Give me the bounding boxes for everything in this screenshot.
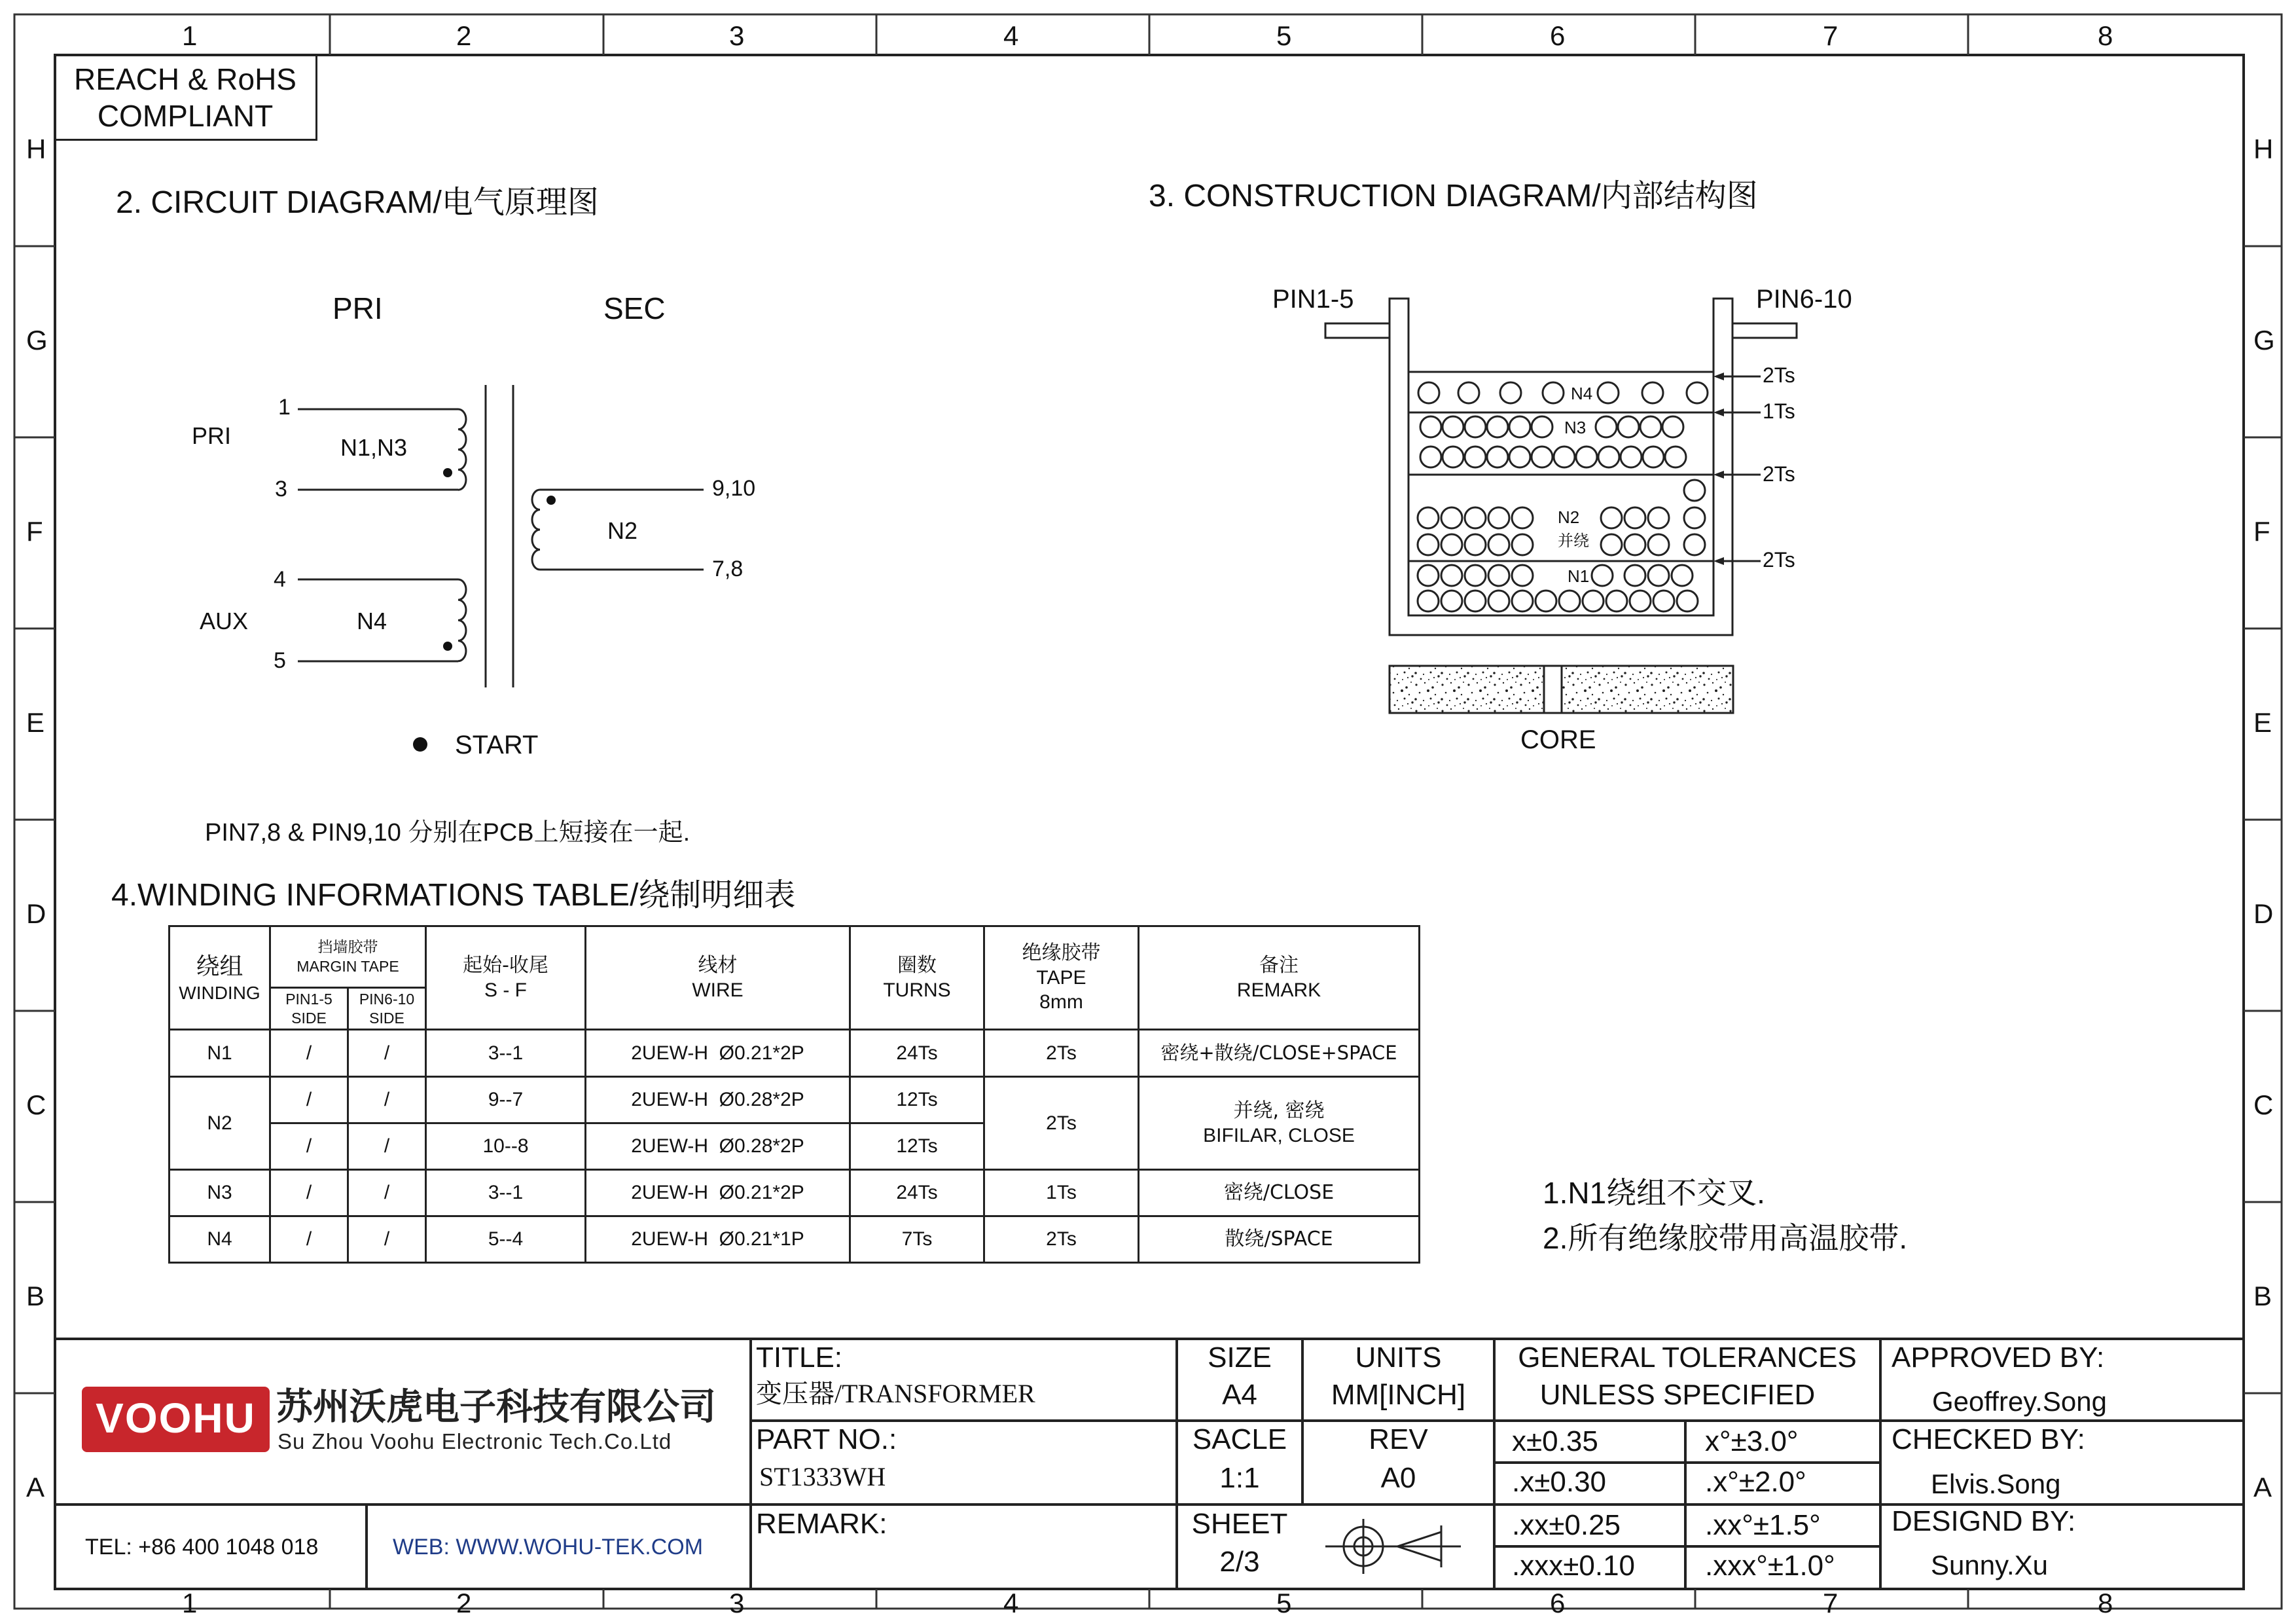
- cell-wire: 2UEW-H Ø0.28*2P: [586, 1077, 850, 1123]
- layer-n4-label: N4: [1571, 384, 1593, 403]
- part-no-label: PART NO.:: [756, 1423, 897, 1455]
- cell-pin610: /: [348, 1077, 426, 1123]
- cell-winding: N3: [170, 1170, 270, 1216]
- cell-remark: 密绕+散绕/CLOSE+SPACE: [1139, 1030, 1420, 1077]
- row-label-h-right: H: [2253, 134, 2274, 164]
- part-no-value: ST1333WH: [759, 1462, 886, 1491]
- row-label-b-right: B: [2253, 1281, 2272, 1311]
- tolerance-linear-0: x±0.35: [1512, 1425, 1598, 1457]
- winding-n2-label: N2: [607, 517, 638, 544]
- header-pin610-b: SIDE: [369, 1009, 404, 1027]
- row-label-e-right: E: [2253, 707, 2272, 738]
- column-label-5: 5: [1276, 20, 1292, 51]
- cell-remark: 密绕/CLOSE: [1139, 1170, 1420, 1216]
- cell-winding: N1: [170, 1030, 270, 1077]
- designed-by-value: Sunny.Xu: [1931, 1550, 2049, 1580]
- row-label-g-right: G: [2253, 325, 2275, 356]
- title-label: TITLE:: [756, 1341, 843, 1374]
- pin-1-label: 1: [278, 395, 291, 420]
- layer-n3-label: N3: [1564, 418, 1587, 437]
- pri-label: PRI: [192, 422, 232, 449]
- header-margin-cn: 挡墙胶带: [317, 938, 378, 956]
- row-label-c-right: C: [2253, 1089, 2274, 1120]
- row-label-d: D: [26, 898, 46, 929]
- cell-sf: 3--1: [426, 1170, 586, 1216]
- units-label: UNITS: [1355, 1341, 1442, 1374]
- tolerance-linear-2: .xx±0.25: [1512, 1509, 1621, 1541]
- row-label-f-right: F: [2253, 516, 2270, 547]
- row-label-a: A: [26, 1472, 45, 1503]
- tolerance-linear-3: .xxx±0.10: [1512, 1550, 1636, 1582]
- header-pin15-b: SIDE: [291, 1009, 327, 1027]
- telephone: TEL: +86 400 1048 018: [85, 1535, 319, 1559]
- checked-by-value: Elvis.Song: [1931, 1468, 2061, 1499]
- tape-label-1: 2Ts: [1763, 363, 1795, 387]
- row-label-b: B: [26, 1281, 45, 1311]
- pri-header: PRI: [332, 291, 383, 325]
- size-label: SIZE: [1208, 1341, 1272, 1374]
- pin-3-label: 3: [275, 477, 287, 501]
- tolerance-label-2: UNLESS SPECIFIED: [1539, 1379, 1816, 1411]
- tape-label-4: 2Ts: [1763, 548, 1795, 572]
- header-turns-cn: 圈数: [897, 954, 937, 977]
- column-label-8: 8: [2098, 20, 2113, 51]
- cell-tape: 2Ts: [984, 1216, 1139, 1263]
- tolerance-angle-3: .xxx°±1.0°: [1705, 1550, 1835, 1582]
- designed-by-label: DESIGND BY:: [1892, 1505, 2076, 1537]
- cell-sf: 3--1: [426, 1030, 586, 1077]
- layer-n1-label: N1: [1568, 566, 1590, 586]
- approved-by-label: APPROVED BY:: [1892, 1341, 2105, 1374]
- header-tape-mm: 8mm: [1039, 991, 1083, 1013]
- circuit-diagram-title: 2. CIRCUIT DIAGRAM/电气原理图: [116, 185, 599, 220]
- sec-header: SEC: [603, 291, 666, 325]
- header-margin-en: MARGIN TAPE: [296, 957, 399, 975]
- column-label-2-bottom: 2: [456, 1588, 472, 1618]
- note-line-2: 2.所有绝缘胶带用高温胶带.: [1543, 1221, 1908, 1255]
- row-label-h: H: [26, 134, 46, 164]
- cell-tape: 1Ts: [984, 1170, 1139, 1216]
- scale-label: SACLE: [1192, 1423, 1287, 1455]
- winding-table-title: 4.WINDING INFORMATIONS TABLE/绕制明细表: [111, 878, 796, 913]
- column-label-3-bottom: 3: [729, 1588, 745, 1618]
- cell-remark-cn: 并绕, 密绕: [1233, 1099, 1325, 1122]
- header-turns-en: TURNS: [883, 979, 951, 1001]
- cell-pin15: /: [270, 1077, 348, 1123]
- cell-pin15: /: [270, 1030, 348, 1077]
- cell-tape: 2Ts: [984, 1077, 1139, 1170]
- column-label-2: 2: [456, 20, 472, 51]
- layer-n2-label: N2: [1558, 507, 1580, 527]
- row-label-d-right: D: [2253, 898, 2274, 929]
- column-label-4: 4: [1003, 20, 1019, 51]
- cell-sf: 10--8: [426, 1123, 586, 1170]
- tolerance-linear-1: .x±0.30: [1512, 1466, 1607, 1498]
- cell-wire: 2UEW-H Ø0.21*2P: [586, 1030, 850, 1077]
- column-label-1-bottom: 1: [182, 1588, 198, 1618]
- header-wire-en: WIRE: [692, 979, 744, 1001]
- column-label-6-bottom: 6: [1550, 1588, 1566, 1618]
- row-label-a-right: A: [2253, 1472, 2272, 1503]
- cell-wire: 2UEW-H Ø0.21*1P: [586, 1216, 850, 1263]
- company-name-cn: 苏州沃虎电子科技有限公司: [276, 1386, 716, 1429]
- header-pin15-a: PIN1-5: [285, 990, 332, 1008]
- column-label-3: 3: [729, 20, 745, 51]
- row-label-g: G: [26, 325, 48, 356]
- aux-label: AUX: [200, 608, 249, 634]
- units-value: MM[INCH]: [1331, 1379, 1466, 1411]
- cell-pin15: /: [270, 1123, 348, 1170]
- cell-sf: 9--7: [426, 1077, 586, 1123]
- header-wire-cn: 线材: [698, 954, 738, 977]
- header-winding-cn: 绕组: [196, 953, 243, 980]
- header-sf-en: S - F: [484, 979, 527, 1001]
- cell-sf: 5--4: [426, 1216, 586, 1263]
- header-remark-cn: 备注: [1259, 954, 1299, 977]
- column-label-8-bottom: 8: [2098, 1588, 2113, 1618]
- header-remark-en: REMARK: [1236, 979, 1321, 1001]
- cell-winding: N4: [170, 1216, 270, 1263]
- size-value: A4: [1222, 1379, 1257, 1411]
- company-name-en: Su Zhou Voohu Electronic Tech.Co.Ltd: [278, 1429, 672, 1453]
- cell-pin15: /: [270, 1170, 348, 1216]
- winding-n4-label: N4: [357, 608, 387, 634]
- construction-diagram-title: 3. CONSTRUCTION DIAGRAM/内部结构图: [1149, 179, 1758, 213]
- header-winding-en: WINDING: [179, 982, 260, 1003]
- company-logo: [82, 1387, 270, 1452]
- cell-turns: 12Ts: [850, 1123, 984, 1170]
- cell-pin15: /: [270, 1216, 348, 1263]
- approved-by-value: Geoffrey.Song: [1932, 1386, 2107, 1417]
- compliance-line2: COMPLIANT: [97, 99, 274, 133]
- cell-pin610: /: [348, 1123, 426, 1170]
- cell-turns: 12Ts: [850, 1077, 984, 1123]
- pin-78-label: 7,8: [712, 556, 744, 581]
- layer-bifilar-label: 并绕: [1558, 532, 1589, 550]
- core-label: CORE: [1520, 725, 1596, 754]
- note-line-1: 1.N1绕组不交叉.: [1543, 1176, 1765, 1210]
- cell-turns: 24Ts: [850, 1170, 984, 1216]
- cell-winding: N2: [170, 1077, 270, 1170]
- cell-turns: 24Ts: [850, 1030, 984, 1077]
- header-sf-cn: 起始-收尾: [463, 954, 548, 977]
- pcb-short-note: PIN7,8 & PIN9,10 分别在PCB上短接在一起.: [205, 819, 691, 847]
- column-label-4-bottom: 4: [1003, 1588, 1019, 1618]
- column-label-6: 6: [1550, 20, 1566, 51]
- column-label-1: 1: [182, 20, 198, 51]
- tolerance-angle-2: .xx°±1.5°: [1705, 1509, 1821, 1541]
- rev-value: A0: [1380, 1462, 1416, 1494]
- pin-left-label: PIN1-5: [1272, 285, 1354, 314]
- tolerance-angle-0: x°±3.0°: [1705, 1425, 1799, 1457]
- cell-remark: 散绕/SPACE: [1139, 1216, 1420, 1263]
- column-label-5-bottom: 5: [1276, 1588, 1292, 1618]
- tape-label-2: 1Ts: [1763, 399, 1795, 423]
- pin-4-label: 4: [274, 567, 286, 592]
- header-tape-en: TAPE: [1036, 966, 1086, 989]
- column-label-7-bottom: 7: [1823, 1588, 1839, 1618]
- compliance-line1: REACH & RoHS: [74, 62, 296, 96]
- remark-label: REMARK:: [756, 1508, 888, 1540]
- cell-pin610: /: [348, 1170, 426, 1216]
- title-value: 变压器/TRANSFORMER: [756, 1379, 1035, 1408]
- tape-label-3: 2Ts: [1763, 462, 1795, 486]
- cell-pin610: /: [348, 1216, 426, 1263]
- sheet-value: 2/3: [1219, 1546, 1260, 1578]
- start-label: START: [455, 731, 539, 759]
- cell-wire: 2UEW-H Ø0.21*2P: [586, 1170, 850, 1216]
- rev-label: REV: [1369, 1423, 1428, 1455]
- cell-tape: 2Ts: [984, 1030, 1139, 1077]
- row-label-e: E: [26, 707, 45, 738]
- pin-right-label: PIN6-10: [1756, 285, 1852, 314]
- column-label-7: 7: [1823, 20, 1839, 51]
- cell-turns: 7Ts: [850, 1216, 984, 1263]
- tolerance-label-1: GENERAL TOLERANCES: [1518, 1341, 1857, 1374]
- cell-remark-en: BIFILAR, CLOSE: [1203, 1124, 1355, 1146]
- pin-5-label: 5: [274, 648, 286, 673]
- header-tape-cn: 绝缘胶带: [1022, 941, 1101, 965]
- row-label-f: F: [26, 516, 43, 547]
- sheet-label: SHEET: [1191, 1508, 1288, 1540]
- row-label-c: C: [26, 1089, 46, 1120]
- cell-pin610: /: [348, 1030, 426, 1077]
- winding-n1n3-label: N1,N3: [340, 434, 408, 461]
- pin-910-label: 9,10: [712, 476, 756, 501]
- checked-by-label: CHECKED BY:: [1892, 1423, 2085, 1455]
- tolerance-angle-1: .x°±2.0°: [1705, 1466, 1806, 1498]
- logo-text: VOOHU: [96, 1395, 256, 1442]
- cell-wire: 2UEW-H Ø0.28*2P: [586, 1123, 850, 1170]
- scale-value: 1:1: [1219, 1462, 1260, 1494]
- projection-symbol: [1325, 1519, 1461, 1574]
- header-pin610-a: PIN6-10: [359, 990, 415, 1008]
- website-link[interactable]: WEB: WWW.WOHU-TEK.COM: [393, 1535, 704, 1559]
